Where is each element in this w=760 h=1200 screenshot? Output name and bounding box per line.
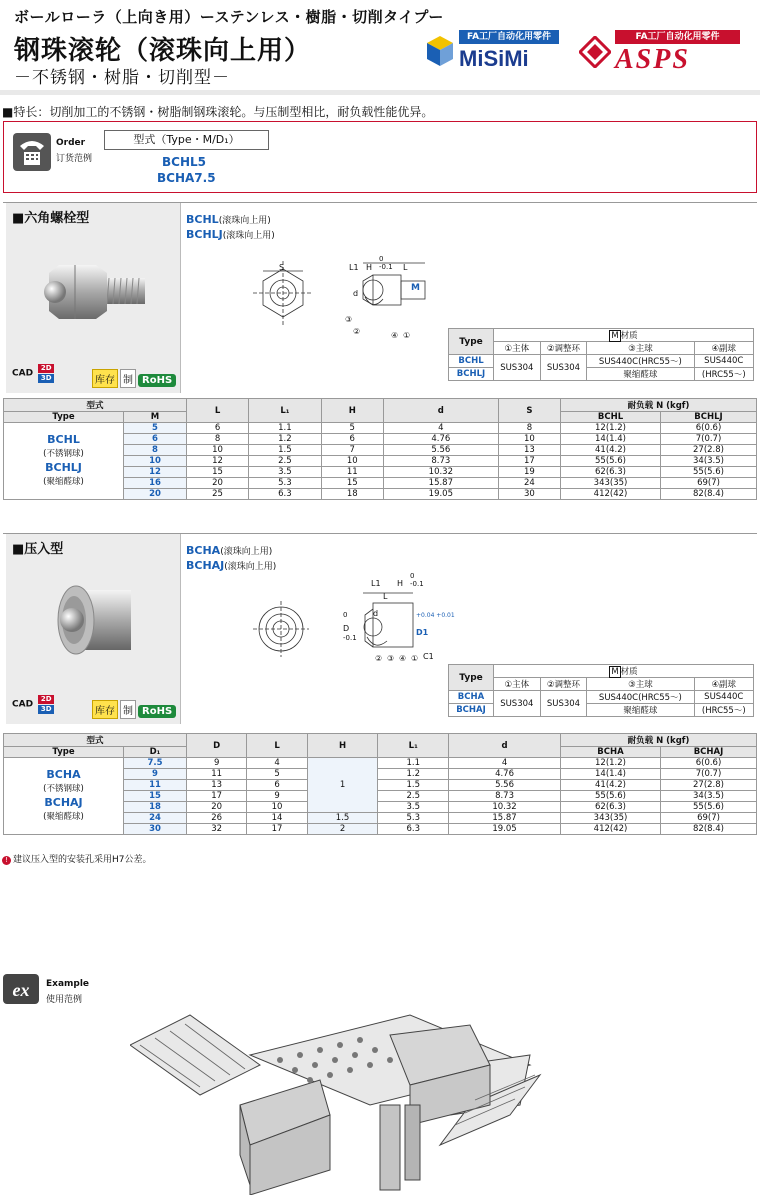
- spec-table-press: [3, 733, 757, 835]
- example-label-cn: 使用范例: [46, 995, 83, 1005]
- product-photo-hex: [6, 203, 181, 393]
- mt-col: ①主体: [494, 678, 541, 691]
- mt-group-header: M 材质: [494, 329, 754, 342]
- type-label-b: BCHAJ(滚珠向上用): [186, 559, 277, 572]
- table-cell: 1.5: [378, 780, 449, 791]
- table-cell: 9: [247, 791, 307, 802]
- mt-cell: SUS304: [494, 691, 541, 717]
- th-col: H: [321, 399, 383, 423]
- table-cell: 32: [187, 824, 247, 835]
- table-cell: 34(3.5): [661, 791, 757, 802]
- table-cell: 1.1: [249, 423, 322, 434]
- table-cell: 5: [247, 769, 307, 780]
- th-load-col: BCHL: [561, 412, 661, 423]
- order-example-2: BCHA7.5: [157, 171, 216, 185]
- cad-3d-badge[interactable]: 3D: [38, 374, 54, 383]
- cad-badge: [12, 694, 54, 714]
- table-cell: 15: [124, 791, 187, 802]
- th-load-col: BCHLJ: [661, 412, 757, 423]
- group-cell: BCHA (不锈钢球) BCHAJ (聚缩醛球): [4, 758, 124, 835]
- table-cell: 6: [247, 780, 307, 791]
- table-cell: 8: [498, 423, 560, 434]
- table-cell: 4.76: [383, 434, 498, 445]
- table-cell: 5: [321, 423, 383, 434]
- table-cell: 27(2.8): [661, 445, 757, 456]
- th-col: L₁: [378, 734, 449, 758]
- type-label-b: BCHLJ(滚珠向上用): [186, 228, 275, 241]
- table-cell: 41(4.2): [561, 445, 661, 456]
- table-cell: 26: [187, 813, 247, 824]
- table-cell: 412(42): [561, 824, 661, 835]
- table-cell: 4: [383, 423, 498, 434]
- asps-logo: [575, 30, 745, 74]
- mt-col: ③主球: [587, 342, 694, 355]
- table-cell: 34(3.5): [661, 456, 757, 467]
- table-cell: 55(5.6): [661, 802, 757, 813]
- made-badge: 制: [120, 369, 136, 388]
- th-model: 型式: [4, 399, 187, 412]
- table-cell: 15.87: [383, 478, 498, 489]
- table-cell: 14(1.4): [561, 434, 661, 445]
- table-cell: 16: [124, 478, 187, 489]
- mt-row-type: BCHAJ: [449, 704, 494, 717]
- install-note: ! 建议压入型的安装孔采用H7公差。: [2, 852, 152, 865]
- table-cell: 24: [498, 478, 560, 489]
- part-3-label: ③: [345, 315, 353, 324]
- table-cell: 17: [498, 456, 560, 467]
- mt-col: ③主球: [587, 678, 694, 691]
- table-cell: 18: [124, 802, 187, 813]
- table-cell: 18: [321, 489, 383, 500]
- mt-cell: SUS440C: [694, 691, 753, 704]
- table-cell: 55(5.6): [561, 791, 661, 802]
- table-cell: 13: [498, 445, 560, 456]
- table-cell: 12(1.2): [561, 423, 661, 434]
- table-cell: 62(6.3): [561, 467, 661, 478]
- table-cell: 3.5: [249, 467, 322, 478]
- table-cell: 82(8.4): [661, 824, 757, 835]
- misimi-word: MiSiMi: [459, 46, 529, 71]
- th-col: L: [247, 734, 307, 758]
- table-cell: 5.3: [378, 813, 449, 824]
- th-col: d: [449, 734, 561, 758]
- table-cell: 343(35): [561, 813, 661, 824]
- table-cell: 7(0.7): [661, 434, 757, 445]
- th-col: d: [383, 399, 498, 423]
- dim-h-tol: -0.1: [379, 263, 393, 271]
- page-subtitle: －不锈钢・树脂・切削型－: [14, 68, 230, 88]
- rohs-badge: RoHS: [138, 374, 176, 387]
- dim-h-upper: 0: [410, 572, 415, 580]
- feature-text: ■特长：切削加工的不锈钢・树脂制钢珠滚轮。与压制型相比，耐负载性能优异。: [2, 105, 434, 119]
- part-4-label: ④: [391, 331, 399, 340]
- table-cell: 10: [247, 802, 307, 813]
- dim-h: H: [366, 263, 373, 272]
- th-key: D₁: [124, 747, 187, 758]
- cube-icon: [425, 34, 455, 68]
- table-cell: 24: [124, 813, 187, 824]
- dim-d1: D1: [416, 628, 429, 637]
- dim-h: H: [397, 579, 404, 588]
- part-2-label: ②: [353, 327, 361, 336]
- rohs-badge: RoHS: [138, 705, 176, 718]
- table-cell: 19.05: [449, 824, 561, 835]
- table-cell: 14(1.4): [561, 769, 661, 780]
- table-cell: 12: [124, 467, 187, 478]
- table-cell: 2.5: [249, 456, 322, 467]
- misimi-logo: [425, 30, 560, 74]
- mt-row-type: BCHLJ: [449, 368, 494, 381]
- part-3-label: ③: [387, 654, 395, 663]
- th-load: 耐负载 N (kgf): [561, 734, 757, 747]
- table-cell: 17: [187, 791, 247, 802]
- table-cell: 9: [124, 769, 187, 780]
- table-cell: 10: [187, 445, 249, 456]
- mt-col: ①主体: [494, 342, 541, 355]
- cad-3d-badge[interactable]: 3D: [38, 705, 54, 714]
- diamond-icon: [579, 36, 611, 68]
- order-format: 型式（Type・M/D₁）: [104, 130, 269, 150]
- cad-2d-badge[interactable]: 2D: [38, 695, 54, 704]
- table-cell: 5.3: [249, 478, 322, 489]
- table-cell: 20: [124, 489, 187, 500]
- table-cell: 12(1.2): [561, 758, 661, 769]
- mt-cell: SUS440C: [694, 355, 753, 368]
- spec-table-hex: [3, 398, 757, 500]
- th-type: Type: [4, 412, 124, 423]
- type-label-a: BCHA(滚珠向上用): [186, 544, 273, 557]
- mt-col: ②调整环: [540, 342, 587, 355]
- dim-l1: L1: [349, 263, 359, 272]
- table-cell: 19.05: [383, 489, 498, 500]
- table-cell: 4: [449, 758, 561, 769]
- table-cell: 15.87: [449, 813, 561, 824]
- table-cell: 4: [247, 758, 307, 769]
- stock-badges: [92, 369, 178, 388]
- mt-cell: 聚缩醛球: [587, 704, 694, 717]
- table-cell: 7(0.7): [661, 769, 757, 780]
- mt-cell: SUS304: [540, 355, 587, 381]
- th-col: D: [187, 734, 247, 758]
- table-cell: 27(2.8): [661, 780, 757, 791]
- table-cell: 55(5.6): [561, 456, 661, 467]
- table-cell: 1.5: [307, 813, 378, 824]
- dim-c1: C1: [423, 652, 434, 661]
- stock-badges: [92, 700, 178, 719]
- header-rule: [0, 90, 760, 95]
- table-cell: 6(0.6): [661, 758, 757, 769]
- type-label-a: BCHL(滚珠向上用): [186, 213, 271, 226]
- table-cell: 20: [187, 478, 249, 489]
- table-cell: 2: [307, 824, 378, 835]
- stock-badge: 库存: [92, 700, 118, 719]
- table-cell: 11: [124, 780, 187, 791]
- table-row: [4, 758, 757, 769]
- material-table-1: [448, 328, 754, 381]
- example-icon: [2, 973, 40, 1005]
- table-cell: 15: [187, 467, 249, 478]
- order-label-en: Order: [56, 138, 86, 148]
- th-col: H: [307, 734, 378, 758]
- stock-badge: 库存: [92, 369, 118, 388]
- table-cell: 6.3: [378, 824, 449, 835]
- table-cell: 69(7): [661, 813, 757, 824]
- th-col: L₁: [249, 399, 322, 423]
- th-col: S: [498, 399, 560, 423]
- telephone-icon: [12, 132, 52, 172]
- table-cell: 8: [187, 434, 249, 445]
- dim-h-upper: 0: [379, 255, 384, 263]
- mt-cell: SUS304: [494, 355, 541, 381]
- table-cell: 1.2: [378, 769, 449, 780]
- cad-label: CAD: [12, 699, 34, 710]
- mt-type-header: Type: [449, 329, 494, 355]
- table-cell: 12: [187, 456, 249, 467]
- dim-d-outer: D: [343, 624, 350, 633]
- mt-col: ④副球: [694, 342, 753, 355]
- hex-roller-image: [41, 253, 151, 328]
- part-1-label: ①: [411, 654, 419, 663]
- table-cell: 10: [124, 456, 187, 467]
- asps-tag: FA工厂自动化用零件: [615, 30, 740, 44]
- table-cell: 20: [187, 802, 247, 813]
- dim-d-upper: 0: [343, 611, 348, 619]
- asps-word: ASPS: [615, 44, 690, 75]
- cad-label: CAD: [12, 368, 34, 379]
- table-cell: 10.32: [449, 802, 561, 813]
- table-cell: 6(0.6): [661, 423, 757, 434]
- dim-l1: L1: [371, 579, 381, 588]
- table-cell: 19: [498, 467, 560, 478]
- table-cell: 11: [321, 467, 383, 478]
- table-cell: 25: [187, 489, 249, 500]
- table-cell: 10: [321, 456, 383, 467]
- table-cell: 69(7): [661, 478, 757, 489]
- svg-text:ex: ex: [12, 980, 30, 1000]
- table-cell: 5.56: [449, 780, 561, 791]
- table-cell: 9: [187, 758, 247, 769]
- table-cell: 62(6.3): [561, 802, 661, 813]
- dim-s: S: [279, 263, 285, 272]
- table-cell: 30: [498, 489, 560, 500]
- page-title: 钢珠滚轮（滚珠向上用）: [14, 36, 312, 66]
- section-press-fit: [3, 533, 757, 725]
- table-cell: 17: [247, 824, 307, 835]
- th-model: 型式: [4, 734, 187, 747]
- order-example-1: BCHL5: [162, 155, 206, 169]
- table-cell: 82(8.4): [661, 489, 757, 500]
- table-cell: 412(42): [561, 489, 661, 500]
- table-cell: 8.73: [383, 456, 498, 467]
- th-load-col: BCHAJ: [661, 747, 757, 758]
- cad-2d-badge[interactable]: 2D: [38, 364, 54, 373]
- dim-m: M: [411, 283, 420, 293]
- page-header: [0, 0, 760, 95]
- th-key: M: [124, 412, 187, 423]
- order-example-box: [3, 121, 757, 193]
- th-load-col: BCHA: [561, 747, 661, 758]
- table-cell: 1.5: [249, 445, 322, 456]
- mt-row-type: BCHA: [449, 691, 494, 704]
- mt-cell: SUS440C(HRC55～): [587, 355, 694, 368]
- table-cell: 1.1: [378, 758, 449, 769]
- example-label-en: Example: [46, 979, 90, 989]
- product-photo-press: [6, 534, 181, 724]
- th-col: L: [187, 399, 249, 423]
- h-merged-cell: 1: [307, 758, 378, 813]
- table-cell: 30: [124, 824, 187, 835]
- conveyor-illustration: [130, 995, 550, 1195]
- group-cell: BCHL (不锈钢球) BCHLJ (聚缩醛球): [4, 423, 124, 500]
- table-cell: 343(35): [561, 478, 661, 489]
- misimi-tag: FA工厂自动化用零件: [459, 30, 559, 44]
- table-cell: 4.76: [449, 769, 561, 780]
- mt-row-type: BCHL: [449, 355, 494, 368]
- order-label-cn: 订货范例: [56, 154, 93, 164]
- part-2-label: ②: [375, 654, 383, 663]
- table-cell: 13: [187, 780, 247, 791]
- dim-h-tol: -0.1: [410, 580, 424, 588]
- table-cell: 6: [321, 434, 383, 445]
- mt-cell: SUS440C(HRC55～): [587, 691, 694, 704]
- dim-d1-tol: +0.04 +0.01: [416, 612, 455, 619]
- warning-icon: !: [2, 856, 11, 865]
- section-title: ■六角螺栓型: [12, 211, 90, 226]
- press-roller-image: [46, 572, 141, 667]
- dim-d: d: [353, 289, 359, 298]
- table-cell: 7.5: [124, 758, 187, 769]
- mt-col: ②调整环: [540, 678, 587, 691]
- section-hex-bolt: [3, 202, 757, 394]
- table-cell: 6: [187, 423, 249, 434]
- table-cell: 5: [124, 423, 187, 434]
- part-1-label: ①: [403, 331, 411, 340]
- table-cell: 10.32: [383, 467, 498, 478]
- table-cell: 8: [124, 445, 187, 456]
- table-cell: 41(4.2): [561, 780, 661, 791]
- mt-cell: SUS304: [540, 691, 587, 717]
- table-row: [4, 423, 757, 434]
- dim-l: L: [383, 592, 388, 601]
- table-cell: 55(5.6): [661, 467, 757, 478]
- table-cell: 1.2: [249, 434, 322, 445]
- table-cell: 10: [498, 434, 560, 445]
- mt-cell: (HRC55～): [694, 704, 753, 717]
- dim-d-tol: -0.1: [343, 634, 357, 642]
- dim-l: L: [403, 263, 408, 272]
- table-cell: 15: [321, 478, 383, 489]
- table-cell: 7: [321, 445, 383, 456]
- table-cell: 6.3: [249, 489, 322, 500]
- cad-badge: [12, 363, 54, 383]
- table-cell: 8.73: [449, 791, 561, 802]
- table-cell: 3.5: [378, 802, 449, 813]
- jp-title: ボールローラ（上向き用）ーステンレス・樹脂・切削タイプー: [14, 8, 444, 26]
- mt-cell: 聚缩醛球: [587, 368, 694, 381]
- th-type: Type: [4, 747, 124, 758]
- made-badge: 制: [120, 700, 136, 719]
- table-cell: 5.56: [383, 445, 498, 456]
- section-title: ■压入型: [12, 542, 64, 557]
- table-cell: 11: [187, 769, 247, 780]
- mt-type-header: Type: [449, 665, 494, 691]
- mt-cell: (HRC55～): [694, 368, 753, 381]
- mt-group-header: M 材质: [494, 665, 754, 678]
- mt-col: ④副球: [694, 678, 753, 691]
- dim-d: d: [373, 609, 379, 618]
- table-cell: 6: [124, 434, 187, 445]
- part-4-label: ④: [399, 654, 407, 663]
- table-cell: 14: [247, 813, 307, 824]
- table-cell: 2.5: [378, 791, 449, 802]
- material-table-2: [448, 664, 754, 717]
- th-load: 耐负载 N (kgf): [561, 399, 757, 412]
